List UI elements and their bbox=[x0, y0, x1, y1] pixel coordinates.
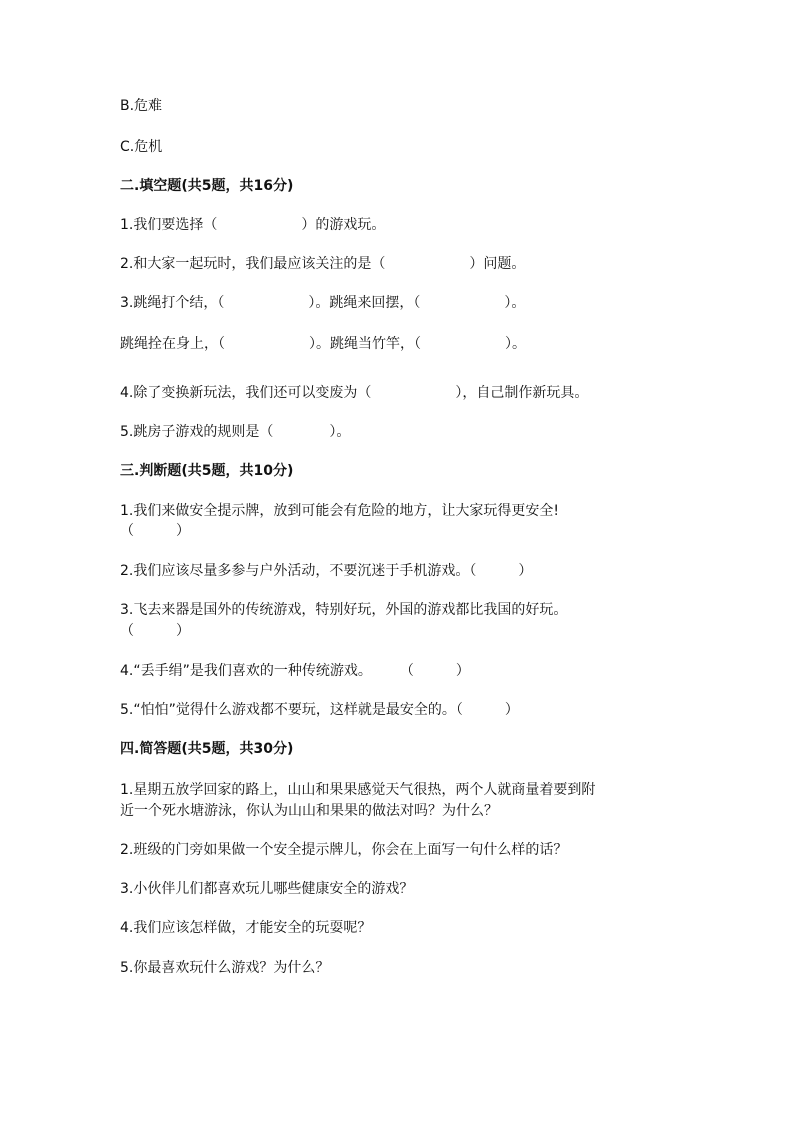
option-c: C.危机 bbox=[120, 139, 163, 155]
short-answer-q2: 2.班级的门旁如果做一个安全提示牌儿，你会在上面写一句什么样的话？ bbox=[120, 842, 568, 858]
short-answer-q1-line2: 近一个死水塘游泳，你认为山山和果果的做法对吗？为什么？ bbox=[120, 803, 498, 819]
short-answer-q4: 4.我们应该怎样做，才能安全的玩耍呢？ bbox=[120, 920, 372, 936]
short-answer-q5: 5.你最喜欢玩什么游戏？为什么？ bbox=[120, 960, 330, 976]
fill-blank-q3-line2: 跳绳拴在身上，（ ）。跳绳当竹竿，（ ）。 bbox=[120, 336, 526, 352]
judgment-q1-answer: （ ） bbox=[120, 523, 190, 539]
judgment-q5: 5.“怕怕”觉得什么游戏都不要玩，这样就是最安全的。（ ） bbox=[120, 702, 519, 718]
section-judgment-heading: 三.判断题(共5题，共10分) bbox=[120, 463, 294, 479]
fill-blank-q1: 1.我们要选择（ ）的游戏玩。 bbox=[120, 217, 386, 233]
judgment-q2: 2.我们应该尽量多参与户外活动，不要沉迷于手机游戏。（ ） bbox=[120, 563, 533, 579]
judgment-q3-answer: （ ） bbox=[120, 623, 190, 639]
fill-blank-q2: 2.和大家一起玩时，我们最应该关注的是（ ）问题。 bbox=[120, 256, 526, 272]
fill-blank-q4: 4.除了变换新玩法，我们还可以变废为（ ），自己制作新玩具。 bbox=[120, 385, 589, 401]
short-answer-q3: 3.小伙伴儿们都喜欢玩儿哪些健康安全的游戏？ bbox=[120, 881, 414, 897]
fill-blank-q5: 5.跳房子游戏的规则是（ ）。 bbox=[120, 424, 351, 440]
judgment-q1-line1: 1.我们来做安全提示牌，放到可能会有危险的地方，让大家玩得更安全! bbox=[120, 503, 559, 519]
option-b: B.危难 bbox=[120, 98, 163, 114]
section-short-answer-heading: 四.简答题(共5题，共30分) bbox=[120, 741, 294, 757]
judgment-q4: 4.“丢手绢”是我们喜欢的一种传统游戏。 （ ） bbox=[120, 663, 470, 679]
short-answer-q1-line1: 1.星期五放学回家的路上，山山和果果感觉天气很热，两个人就商量着要到附 bbox=[120, 782, 596, 798]
fill-blank-q3-line1: 3.跳绳打个结，（ ）。跳绳来回摆，（ ）。 bbox=[120, 295, 526, 311]
judgment-q3-line1: 3.飞去来器是国外的传统游戏，特别好玩，外国的游戏都比我国的好玩。 bbox=[120, 602, 568, 618]
section-fill-blank-heading: 二.填空题(共5题，共16分) bbox=[120, 178, 294, 194]
